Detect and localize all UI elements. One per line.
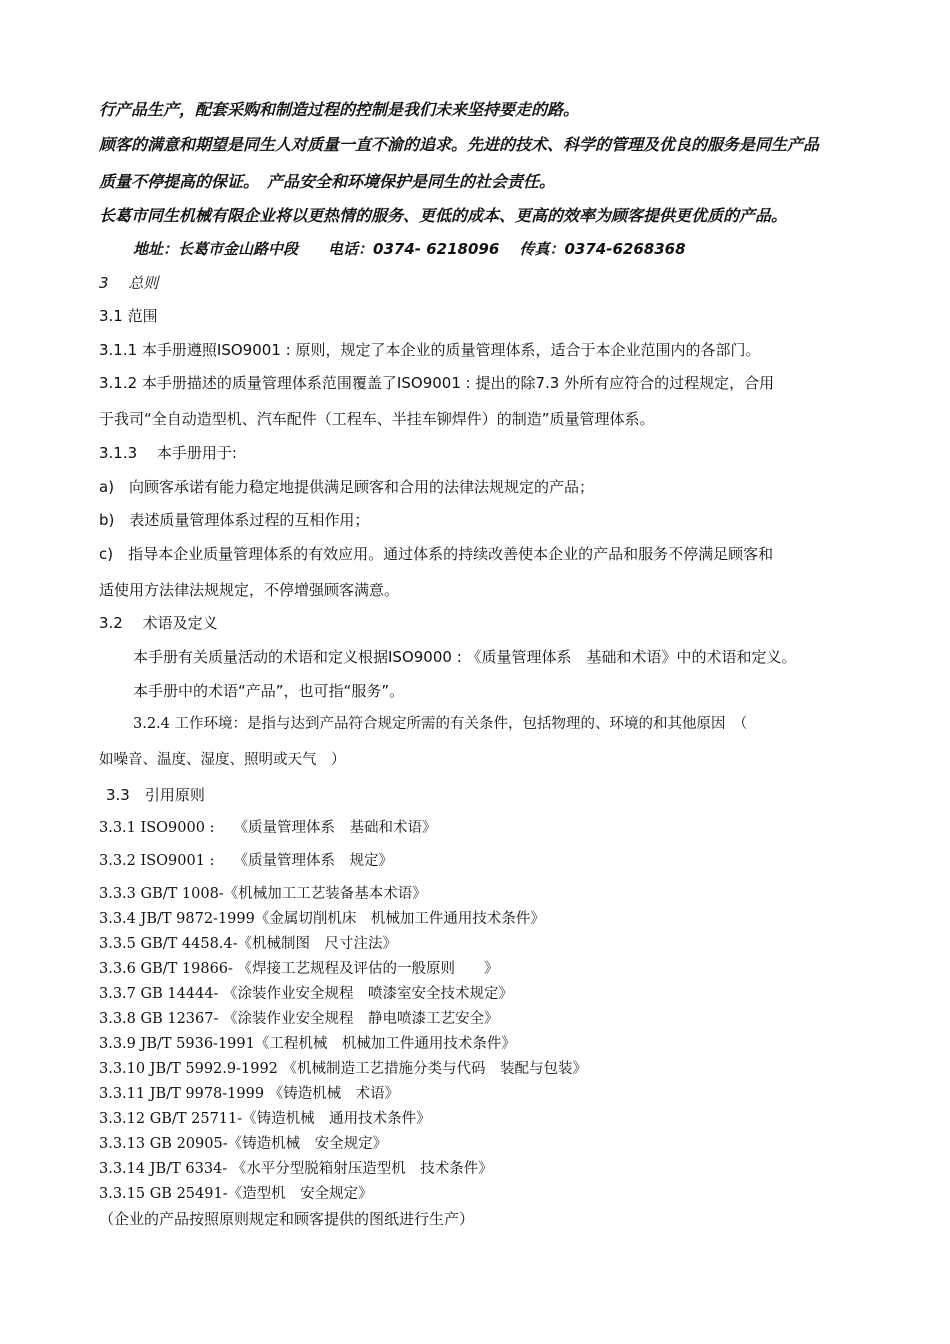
list-item-c-1: c) 指导本企业质量管理体系的有效应用。通过体系的持续改善使本企业的产品和服务不停满足顾客和: [99, 545, 774, 563]
para-3-2-2: 本手册中的术语“产品”，也可指“服务”。: [133, 682, 405, 700]
list-item-c-2: 适使用方法律法规规定，不停增强顾客满意。: [99, 581, 400, 599]
intro-line-1: 行产品生产，配套采购和制造过程的控制是我们未来坚持要走的路。: [99, 100, 580, 119]
ref-item: 3.3.2 ISO9001 : 《质量管理体系 规定》: [99, 853, 394, 869]
ref-item: 3.3.9 JB/T 5936-1991《工程机械 机械加工件通用技术条件》: [99, 1036, 516, 1052]
ref-item: 3.3.14 JB/T 6334- 《水平分型脱箱射压造型机 技术条件》: [99, 1161, 493, 1177]
list-item-b: b) 表述质量管理体系过程的互相作用；: [99, 511, 370, 529]
section-3-3-title: 3.3 引用原则: [106, 786, 205, 804]
ref-item: 3.3.13 GB 20905-《铸造机械 安全规定》: [99, 1136, 388, 1152]
intro-line-4: 长葛市同生机械有限企业将以更热情的服务、更低的成本、更高的效率为顾客提供更优质的产品。: [99, 206, 788, 225]
intro-line-2: 顾客的满意和期望是同生人对质量一直不渝的追求。先进的技术、科学的管理及优良的服务是同生产品: [99, 135, 820, 154]
ref-item: 3.3.8 GB 12367- 《涂装作业安全规程 静电喷漆工艺安全》: [99, 1011, 499, 1027]
section-3-1-title: 3.1 范围: [99, 307, 158, 325]
ref-item: 3.3.11 JB/T 9978-1999 《铸造机械 术语》: [99, 1086, 400, 1102]
ref-item: 3.3.10 JB/T 5992.9-1992 《机械制造工艺措施分类与代码 装配与包装》: [99, 1061, 588, 1077]
para-3-1-2-a: 3.1.2 本手册描述的质量管理体系范围覆盖了ISO9001 : 提出的除7.3 外所有应符合的过程规定，合用: [99, 374, 775, 392]
ref-item: 3.3.3 GB/T 1008-《机械加工工艺装备基本术语》: [99, 886, 427, 902]
closing-note: （企业的产品按照原则规定和顾客提供的图纸进行生产）: [99, 1210, 475, 1228]
ref-item: 3.3.1 ISO9000 : 《质量管理体系 基础和术语》: [99, 820, 437, 836]
list-item-a: a) 向顾客承诺有能力稳定地提供满足顾客和合用的法律法规规定的产品；: [99, 478, 595, 496]
section-3-2-title: 3.2 术语及定义: [99, 614, 218, 632]
ref-item: 3.3.6 GB/T 19866- 《焊接工艺规程及评估的一般原则 》: [99, 961, 499, 977]
para-3-2-1: 本手册有关质量活动的术语和定义根据ISO9000 : 《质量管理体系 基础和术语》中的术语和定义。: [133, 648, 797, 666]
ref-item: 3.3.12 GB/T 25711-《铸造机械 通用技术条件》: [99, 1111, 431, 1127]
contact-line: 地址：长葛市金山路中段 电话：0374- 6218096 传真：0374-6268368: [133, 240, 686, 258]
ref-item: 3.3.5 GB/T 4458.4-《机械制图 尺寸注法》: [99, 936, 398, 952]
para-3-1-3: 3.1.3 本手册用于:: [99, 444, 237, 462]
para-3-2-4-b: 如噪音、温度、湿度、照明或天气 ）: [99, 752, 346, 768]
section-heading: 3 总则: [99, 274, 159, 292]
ref-item: 3.3.7 GB 14444- 《涂装作业安全规程 喷漆室安全技术规定》: [99, 986, 513, 1002]
ref-item: 3.3.15 GB 25491-《造型机 安全规定》: [99, 1186, 373, 1202]
para-3-2-4-a: 3.2.4 工作环境：是指与达到产品符合规定所需的有关条件，包括物理的、环境的和其他原因 （: [133, 716, 748, 732]
intro-line-3: 质量不停提高的保证。 产品安全和环境保护是同生的社会责任。: [99, 172, 556, 191]
para-3-1-2-b: 于我司“全自动造型机、汽车配件（工程车、半挂车铆焊件）的制造”质量管理体系。: [99, 410, 655, 428]
ref-item: 3.3.4 JB/T 9872-1999《金属切削机床 机械加工件通用技术条件》: [99, 911, 545, 927]
para-3-1-1: 3.1.1 本手册遵照ISO9001 : 原则，规定了本企业的质量管理体系，适合于本企业范围内的各部门。: [99, 341, 761, 359]
